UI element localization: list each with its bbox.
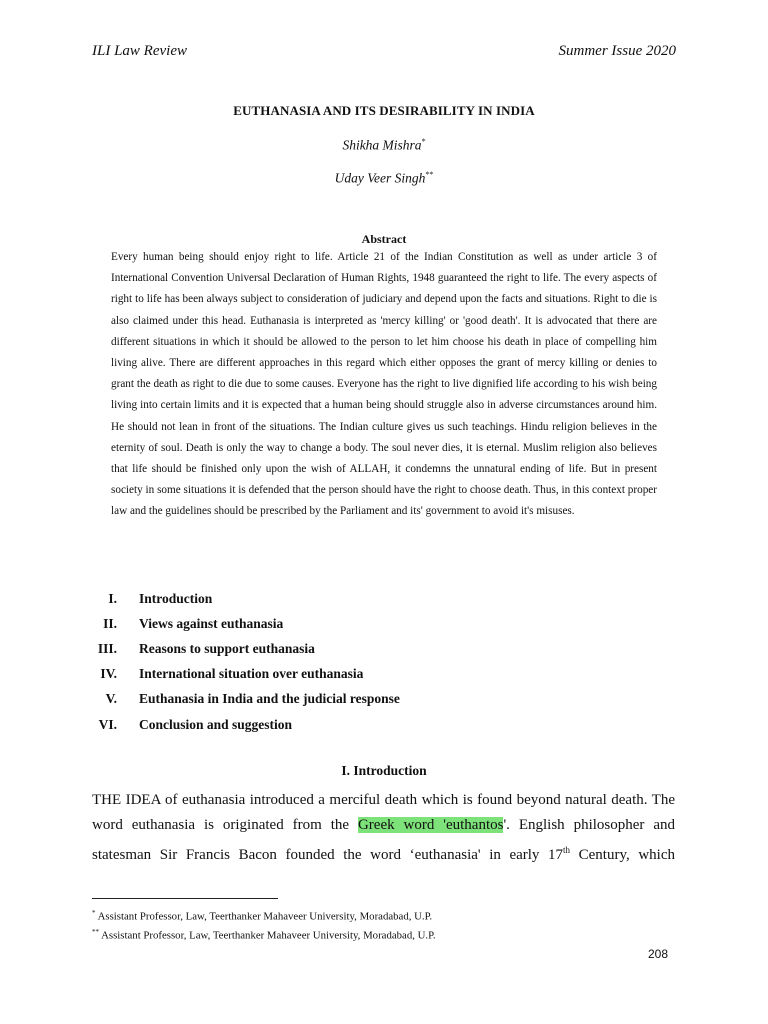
footnotes xyxy=(92,906,652,944)
author-footnote-mark: * xyxy=(421,137,426,146)
footnote-text: Assistant Professor, Law, Teerthanker Mahaveer University, Moradabad, U.P. xyxy=(99,929,436,942)
toc-label: International situation over euthanasia xyxy=(139,666,364,682)
intro-text: Century, which xyxy=(570,847,675,863)
introduction-paragraph xyxy=(92,788,675,868)
author-name: Shikha Mishra xyxy=(342,137,422,153)
abstract-text: Every human being should enjoy right to life. Article 21 of the Indian Constitution as well as under article 3 of International Convention Universal Declaration of Human Rights, 1948 guaranteed the right to life. The every aspects of right to life has been always subject to consideration of judiciary and depend upon the facts and situations. Right to die is also claimed under this head. Euthanasia is interpreted as 'mercy killing' or 'good death'. It is advocated that there are different situations in which it should be allowed to the person to let him choose his death in place of compelling him living alive. There are different approaches in this regard which either opposes the grant of mercy killing or denies to grant the death as right to die due to some causes. Everyone has the right to live dignified life according to his wish being living into certain limits and it is expected that a human being should struggle also in adverse circumstances around him. He should not lean in front of the situations. The Indian culture gives us such teachings. Hindu religion believes in the eternity of soul. Death is only the way to change a body. The soul never dies, it is eternal. Muslim religion also believes that life should be finished only upon the wish of ALLAH, it condemns the unnatural ending of life. But in present society in some situations it is defended that the person should have the right to choose death. Thus, in this context proper law and the guidelines should be prescribed by the Parliament and its' government to avoid it's misuses. xyxy=(111,251,657,518)
footnote-mark: * xyxy=(92,909,96,917)
toc-label: Introduction xyxy=(139,590,213,606)
toc-label: Views against euthanasia xyxy=(139,615,284,631)
toc-item xyxy=(85,586,505,611)
toc-number: II. xyxy=(103,615,117,631)
toc-item xyxy=(85,636,505,661)
toc-number: IV. xyxy=(100,666,117,682)
author-name: Uday Veer Singh xyxy=(334,170,426,186)
toc-item xyxy=(85,687,505,712)
section-heading: I. Introduction xyxy=(341,763,427,778)
toc-label: Reasons to support euthanasia xyxy=(139,640,315,656)
toc-label: Euthanasia in India and the judicial response xyxy=(139,691,400,707)
toc-item xyxy=(85,662,505,687)
author-2 xyxy=(0,170,768,187)
toc-number: I. xyxy=(108,590,117,606)
table-of-contents xyxy=(85,586,505,737)
abstract-heading: Abstract xyxy=(361,232,407,246)
article-title: EUTHANASIA AND ITS DESIRABILITY IN INDIA xyxy=(233,103,535,118)
page-number: 208 xyxy=(648,947,669,961)
running-head xyxy=(92,43,676,60)
intro-text: '. English philosopher and statesman Sir Francis Bacon founded the word ‘euthanasia' in early 17 xyxy=(92,817,675,863)
author-footnote-mark: ** xyxy=(425,170,434,179)
toc-number: III. xyxy=(97,640,117,656)
toc-label: Conclusion and suggestion xyxy=(139,716,293,732)
footnote-text: Assistant Professor, Law, Teerthanker Mahaveer University, Moradabad, U.P. xyxy=(95,910,433,923)
toc-item xyxy=(85,712,505,737)
superscript: th xyxy=(563,845,571,855)
footnote-divider xyxy=(92,898,278,899)
journal-name: ILI Law Review xyxy=(92,43,187,59)
issue-name: Summer Issue 2020 xyxy=(558,43,676,59)
footnote xyxy=(92,925,652,944)
intro-text: THE IDEA of euthanasia introduced a merciful death which is found beyond natural death. The word euthanasia is originated from the xyxy=(92,792,675,833)
toc-item xyxy=(85,611,505,636)
toc-number: V. xyxy=(105,691,117,707)
footnote xyxy=(92,906,652,925)
highlighted-text: Greek word 'euthantos xyxy=(357,817,504,833)
footnote-mark: ** xyxy=(92,928,99,937)
toc-number: VI. xyxy=(98,716,117,732)
author-1 xyxy=(0,137,768,154)
